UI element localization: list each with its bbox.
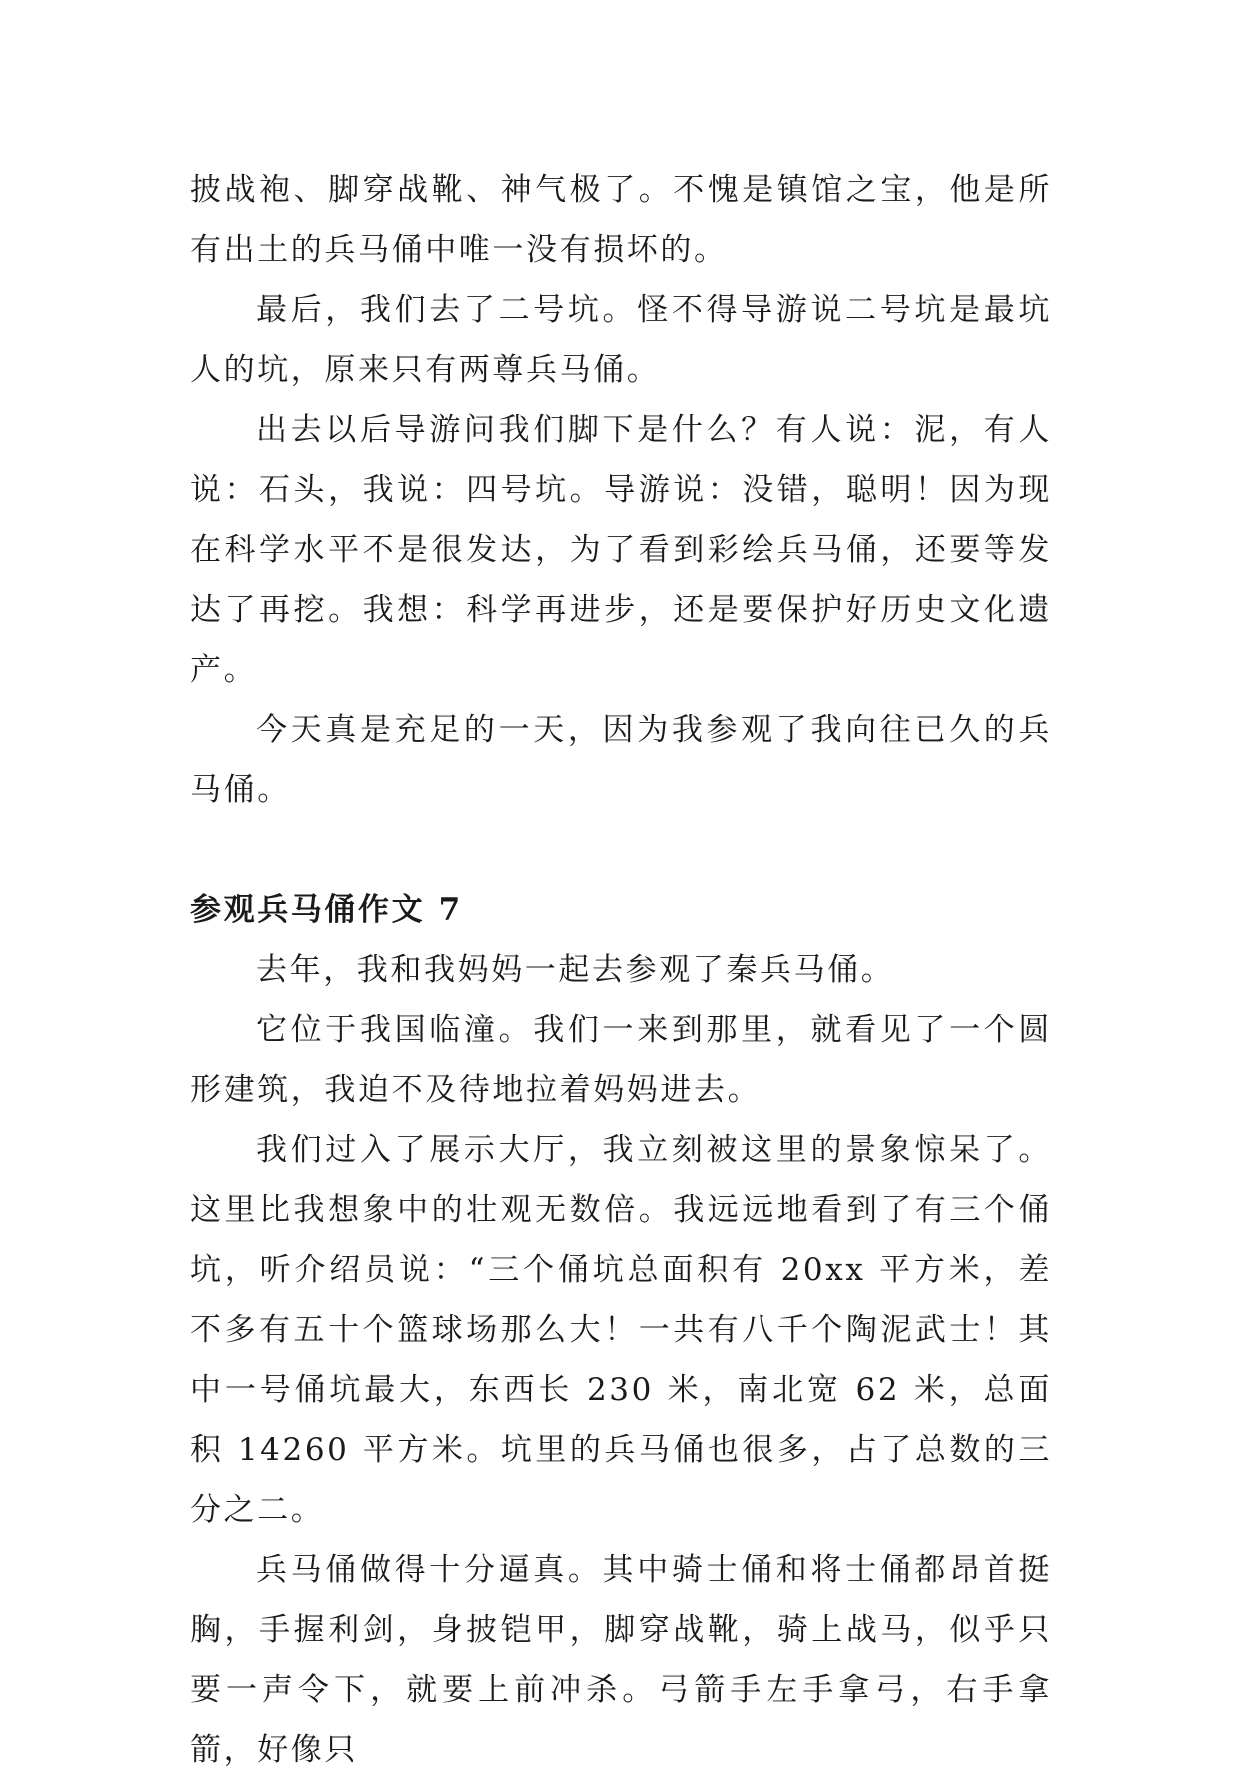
paragraph: 去年，我和我妈妈一起去参观了秦兵马俑。	[256, 952, 895, 988]
paragraph: 它位于我国临潼。我们一来到那里，就看见了一个圆形建筑，我迫不及待地拉着妈妈进去。	[190, 1012, 1052, 1108]
paragraph: 出去以后导游问我们脚下是什么？有人说：泥，有人说：石头，我说：四号坑。导游说：没错，聪明！因为现在科学水平不是很发达，为了看到彩绘兵马俑，还要等发达了再挖。我想：科学再进步，还是要保护好历史文化遗产。	[190, 412, 1052, 688]
paragraph: 我们过入了展示大厅，我立刻被这里的景象惊呆了。这里比我想象中的壮观无数倍。我远远地看到了有三个俑坑，听介绍员说：“三个俑坑总面积有 20xx 平方米，差不多有五十个篮球场那么大！一共有八千个陶泥武士！其中一号俑坑最大，东西长 230 米，南北宽 62 米，总面积 14260 平方米。坑里的兵马俑也很多，占了总数的三分之二。	[190, 1132, 1052, 1528]
section-title: 参观兵马俑作文 7	[190, 892, 463, 928]
paragraph: 最后，我们去了二号坑。怪不得导游说二号坑是最坑人的坑，原来只有两尊兵马俑。	[190, 292, 1052, 388]
document-page	[190, 160, 1052, 1780]
paragraph: 今天真是充足的一天，因为我参观了我向往已久的兵马俑。	[190, 712, 1052, 808]
paragraph: 兵马俑做得十分逼真。其中骑士俑和将士俑都昂首挺胸，手握利剑，身披铠甲，脚穿战靴，骑上战马，似乎只要一声令下，就要上前冲杀。弓箭手左手拿弓，右手拿箭，好像只	[190, 1552, 1052, 1768]
paragraph: 披战袍、脚穿战靴、神气极了。不愧是镇馆之宝，他是所有出土的兵马俑中唯一没有损坏的。	[190, 172, 1052, 268]
